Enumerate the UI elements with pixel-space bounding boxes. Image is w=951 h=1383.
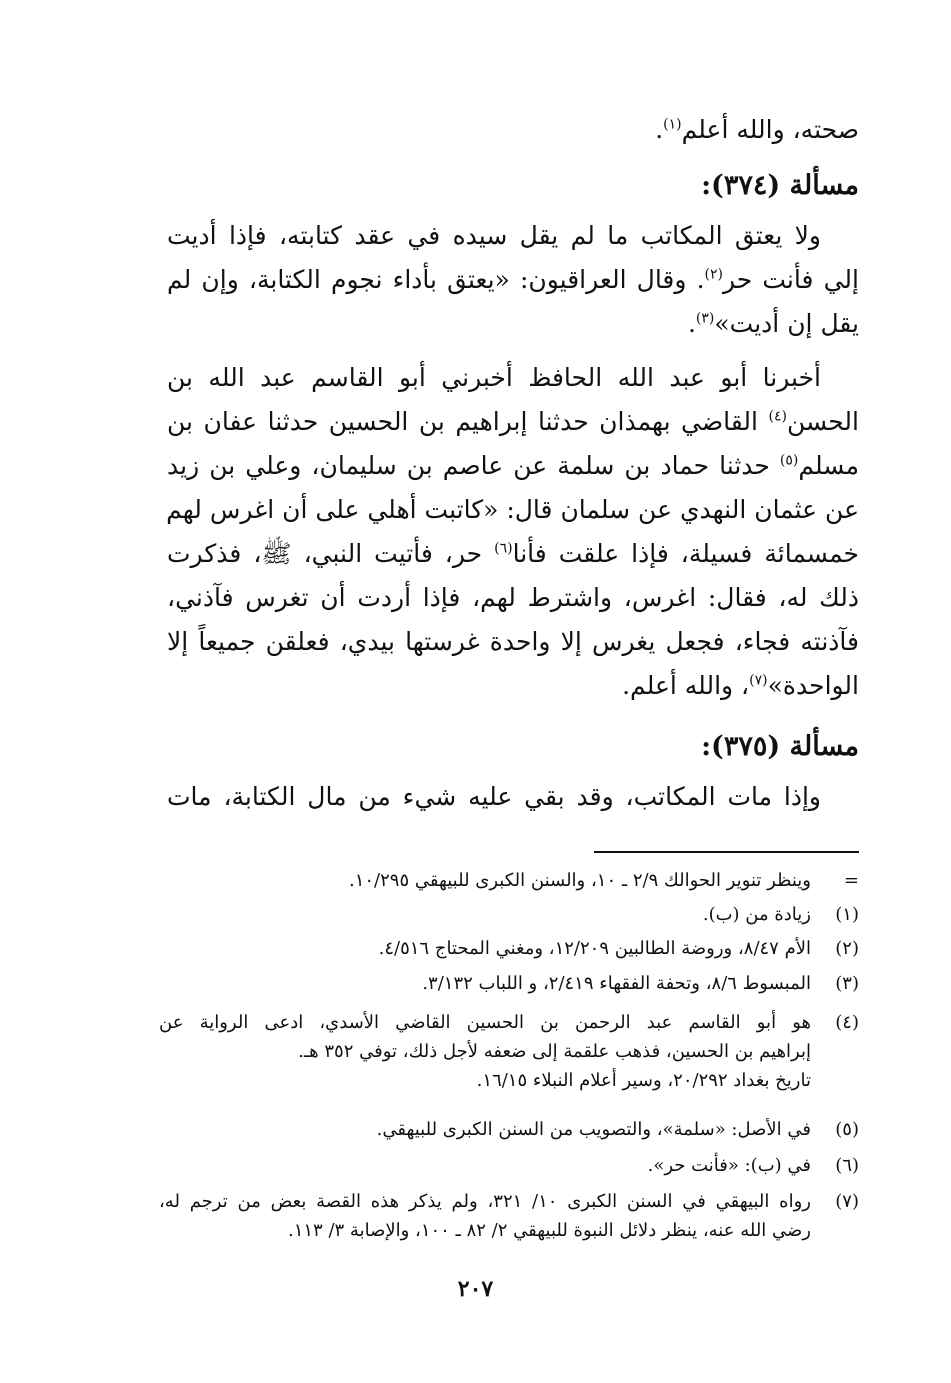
page-number: ٢٠٧	[457, 1276, 494, 1302]
text-line: وإذا مات المكاتب، وقد بقي عليه شيء من مال الكتابة، مات	[167, 782, 821, 811]
footnote-marker: (٤)	[835, 1012, 859, 1033]
footnote-ref: (١)	[663, 116, 682, 133]
footnote-text: المبسوط ٨/٦، وتحفة الفقهاء ٢/٤١٩، و اللباب ٣/١٣٢.	[422, 973, 811, 994]
text-line: ذلك له، فقال: اغرس، واشترط لهم، فإذا أردت أن تغرس فآذني،	[167, 583, 859, 612]
footnote-ref: (٧)	[749, 672, 768, 689]
footnote-5	[159, 1115, 859, 1144]
footnote-text: رضي الله عنه، ينظر دلائل النبوة للبيهقي ٢/ ٨٢ ـ ١٠٠، والإصابة ٣/ ١١٣.	[287, 1220, 811, 1241]
footnote-7	[159, 1187, 859, 1245]
text-line: إلي فأنت حر$^{(٢)}$. وقال العراقيون: «يعتق بأداء نجوم الكتابة، وإن لم	[167, 265, 859, 294]
text-line: خمسمائة فسيلة، فإذا علقت فأنا$^{(٦)}$ حر، فأتيت النبي، ﷺ، فذكرت	[167, 539, 859, 568]
text-line: يقل إن أديت»$^{(٣)}$.	[687, 309, 859, 338]
footnote-4	[159, 1008, 859, 1095]
issue-374-paragraph-1	[167, 214, 859, 346]
footnote-text: وينظر تنوير الحوالك ٢/٩ ـ ١٠، والسنن الكبرى للبيهقي ١٠/٢٩٥.	[348, 870, 811, 891]
footnote-ref: (٦)	[494, 540, 513, 557]
text-line: عن عثمان النهدي عن سلمان قال: «كاتبت أهلي على أن اغرس لهم	[166, 495, 859, 524]
intro-line	[167, 108, 859, 152]
text-line: صحته، والله أعلم$^{(١)}$.	[655, 115, 859, 144]
footnote-2	[159, 934, 859, 963]
text-line: الحسن$^{(٤)}$ القاضي بهمذان حدثنا إبراهيم بن الحسين حدثنا عفان بن	[167, 407, 859, 436]
footnote-text: تاريخ بغداد ٢٠/٢٩٢، وسير أعلام النبلاء ١٦/١٥.	[476, 1070, 811, 1091]
text-line: الواحدة»$^{(٧)}$، والله أعلم.	[622, 671, 859, 700]
footnote-text: زيادة من (ب).	[702, 904, 811, 925]
text-line: ولا يعتق المكاتب ما لم يقل سيده في عقد كتابته، فإذا أديت	[167, 221, 821, 250]
footnote-ref: (٢)	[704, 266, 723, 283]
text-line: فآذنته فجاء، فجعل يغرس إلا واحدة غرستها بيدي، فعلقن جميعاً إلا	[167, 627, 859, 656]
footnote-text: في الأصل: «سلمة»، والتصويب من السنن الكبرى للبيهقي.	[376, 1119, 811, 1140]
footnote-marker: (٢)	[835, 938, 859, 959]
footnote-continuation	[159, 866, 859, 895]
footnote-6	[159, 1151, 859, 1180]
footnote-text: الأم ٨/٤٧، وروضة الطالبين ١٢/٢٠٩، ومغني المحتاج ٤/٥١٦.	[378, 938, 811, 959]
issue-374-paragraph-2	[167, 356, 859, 708]
footnote-text: هو أبو القاسم عبد الرحمن بن الحسين القاضي الأسدي، ادعى الرواية عن	[159, 1012, 811, 1033]
footnote-marker: (٣)	[835, 973, 859, 994]
footnote-marker: (٦)	[835, 1155, 859, 1176]
issue-375-paragraph	[167, 775, 859, 819]
footnote-divider	[594, 851, 859, 853]
footnote-text: في (ب): «فأنت حر».	[647, 1155, 811, 1176]
footnote-ref: (٣)	[695, 310, 715, 327]
footnote-text: إبراهيم بن الحسين، فذهب علقمة إلى ضعفه لأجل ذلك، توفي ٣٥٢ هـ.	[298, 1041, 811, 1062]
footnote-text: رواه البيهقي في السنن الكبرى ١٠/ ٣٢١، ولم يذكر هذه القصة بعض من ترجم له،	[159, 1191, 811, 1212]
footnote-marker: (٥)	[835, 1119, 859, 1140]
text-line: مسلم$^{(٥)}$ حدثنا حماد بن سلمة عن عاصم بن سليمان، وعلي بن زيد	[167, 451, 859, 480]
footnote-marker: (٧)	[835, 1191, 859, 1212]
issue-374-heading: مسألة (٣٧٤):	[701, 170, 859, 201]
issue-375-heading: مسألة (٣٧٥):	[701, 731, 859, 762]
footnote-3	[159, 969, 859, 998]
footnote-ref: (٤)	[768, 408, 787, 425]
text-line: أخبرنا أبو عبد الله الحافظ أخبرني أبو القاسم عبد الله بن	[167, 363, 821, 392]
footnote-1	[159, 900, 859, 929]
footnote-ref: (٥)	[779, 452, 799, 469]
footnote-marker: =	[843, 870, 859, 891]
footnote-marker: (١)	[835, 904, 859, 925]
